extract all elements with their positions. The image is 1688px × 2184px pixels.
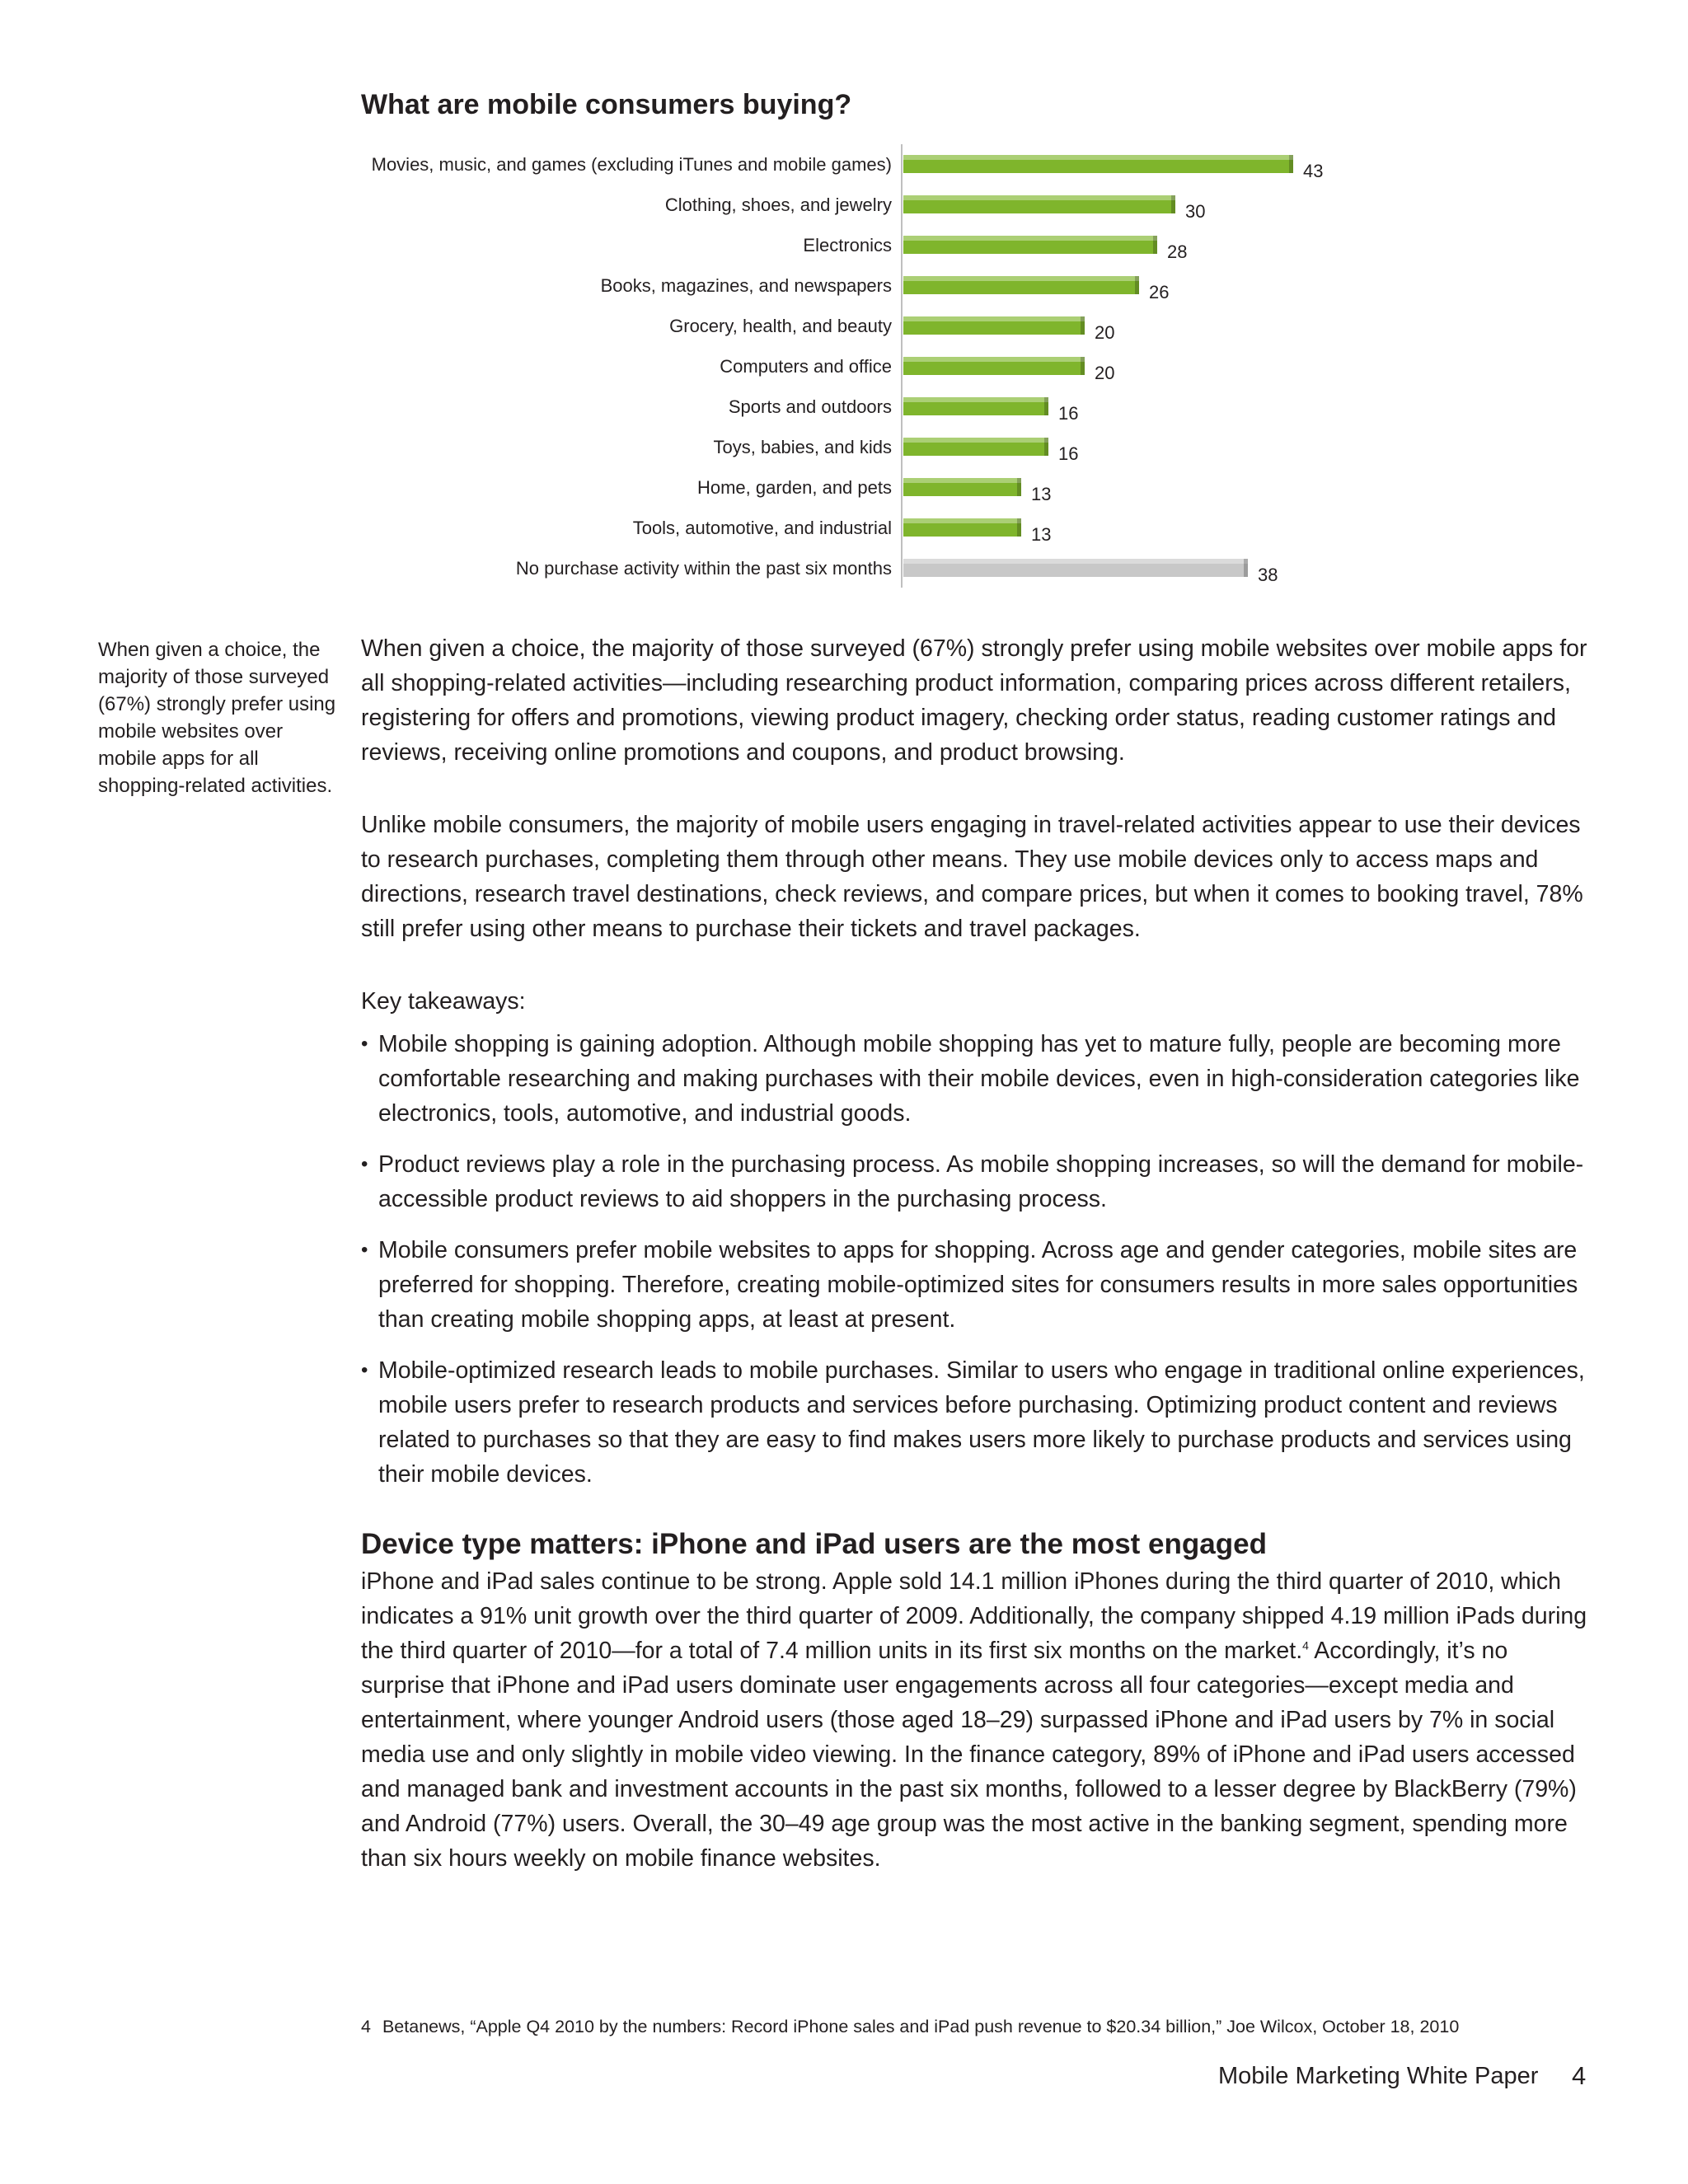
chart-bar-edge	[1171, 195, 1175, 213]
chart-value-label: 30	[1185, 201, 1206, 222]
chart-bar-edge	[1289, 155, 1293, 173]
footnote	[361, 2017, 1459, 2037]
section-heading: Device type matters: iPhone and iPad users are the most engaged	[361, 1528, 1267, 1560]
chart-bar-highlight	[903, 559, 1248, 564]
chart-category-label: Books, magazines, and newspapers	[600, 275, 892, 296]
chart-bar-highlight	[903, 316, 1085, 321]
chart-value-label: 16	[1058, 403, 1079, 424]
chart-bar-edge	[1135, 276, 1139, 294]
chart-bar-edge	[1044, 397, 1048, 415]
chart-value-label: 13	[1031, 484, 1052, 504]
bar-chart	[0, 0, 1688, 602]
footnote-text: Betanews, “Apple Q4 2010 by the numbers: Record iPhone sales and iPad push revenue to $20.34 billion,” Joe Wilcox, October 18, 2010	[382, 2017, 1460, 2036]
chart-category-label: Movies, music, and games (excluding iTunes and mobile games)	[371, 154, 892, 175]
chart-category-label: Tools, automotive, and industrial	[632, 518, 892, 538]
chart-bar-highlight	[903, 397, 1048, 402]
chart-bar-highlight	[903, 195, 1175, 200]
footnote-number: 4	[361, 2017, 371, 2036]
device-text-b: Accordingly, it’s no surprise that iPhone and iPad users dominate user engagements across all four categories—except media and entertainment, where younger Android users (those aged 18–29) surpassed iPhone and iPad users by 7% in social media use and only slightly in mobile video viewing. In the finance category, 89% of iPhone and iPad users accessed and managed bank and investment accounts in the past six months, followed to a lesser degree by BlackBerry (79%) and Android (77%) users. Overall, the 30–49 age group was the most active in the banking segment, spending more than six hours weekly on mobile finance websites.	[361, 1638, 1577, 1872]
chart-bar-edge	[1017, 518, 1021, 537]
chart-value-label: 38	[1258, 565, 1278, 585]
chart-bar-highlight	[903, 155, 1293, 160]
takeaway-text: Mobile-optimized research leads to mobile purchases. Similar to users who engage in traditional online experiences, mobile users prefer to research products and services before purchasing. Optimizing product content and reviews related to purchases so that they are easy to find makes users more likely to purchase products and services using their mobile devices.	[378, 1357, 1585, 1488]
takeaway-item	[361, 1353, 1589, 1492]
device-text-a: iPhone and iPad sales continue to be strong. Apple sold 14.1 million iPhones during the third quarter of 2010, which indicates a 91% unit growth over the third quarter of 2009. Additionally, the company shipped 4.19 million iPads during the third quarter of 2010—for a total of 7.4 million units in its first six months on the market.	[361, 1568, 1587, 1664]
key-takeaways-list	[361, 1027, 1589, 1492]
chart-category-label: Computers and office	[720, 356, 892, 377]
chart-category-label: Sports and outdoors	[728, 396, 892, 417]
chart-value-label: 13	[1031, 524, 1052, 545]
chart-category-label: No purchase activity within the past six months	[515, 558, 892, 579]
chart-value-label: 16	[1058, 443, 1079, 464]
footnote-reference[interactable]: 4	[1302, 1638, 1309, 1652]
key-takeaways-label: Key takeaways:	[361, 988, 526, 1015]
chart-value-label: 20	[1095, 322, 1115, 343]
footer-title: Mobile Marketing White Paper	[1218, 2063, 1539, 2089]
chart-value-label: 28	[1167, 241, 1188, 262]
takeaway-item	[361, 1027, 1589, 1131]
chart-value-label: 20	[1095, 363, 1115, 383]
chart-category-label: Grocery, health, and beauty	[669, 316, 892, 336]
bullet: •	[361, 1239, 368, 1261]
chart-category-label: Home, garden, and pets	[696, 477, 892, 498]
chart-bar-edge	[1153, 236, 1157, 254]
bullet: •	[361, 1033, 368, 1055]
paragraph-device-type	[361, 1564, 1589, 1876]
main-content	[361, 631, 1589, 1876]
chart-bar-highlight	[903, 276, 1139, 281]
takeaway-text: Product reviews play a role in the purchasing process. As mobile shopping increases, so will the demand for mobile-accessible product reviews to aid shoppers in the purchasing process.	[378, 1151, 1584, 1212]
page-number: 4	[1572, 2061, 1587, 2090]
chart-bar-highlight	[903, 357, 1085, 362]
chart-bar-edge	[1081, 316, 1085, 335]
chart-bar-highlight	[903, 438, 1048, 443]
chart-bar-highlight	[903, 478, 1021, 483]
chart-bar-edge	[1044, 438, 1048, 456]
chart-bar-edge	[1017, 478, 1021, 496]
takeaway-text: Mobile shopping is gaining adoption. Although mobile shopping has yet to mature fully, people are becoming more comfortable researching and making purchases with their mobile devices, even in high-consideration categories like electronics, tools, automotive, and industrial goods.	[378, 1031, 1580, 1127]
chart-bar-edge	[1081, 357, 1085, 375]
chart-bar-highlight	[903, 236, 1157, 241]
chart-category-label: Toys, babies, and kids	[713, 437, 892, 457]
chart-value-label: 26	[1149, 282, 1170, 302]
chart-bar-edge	[1244, 559, 1248, 577]
paragraph-website-preference: When given a choice, the majority of those surveyed (67%) strongly prefer using mobile websites over mobile apps for all shopping-related activities—including researching product information, comparing prices across different retailers, registering for offers and promotions, viewing product imagery, checking order status, reading customer ratings and reviews, receiving online promotions and coupons, and product browsing.	[361, 635, 1587, 766]
chart-bar-highlight	[903, 518, 1021, 523]
bullet: •	[361, 1359, 368, 1381]
chart-category-label: Clothing, shoes, and jewelry	[664, 194, 892, 215]
sidebar-pull-quote: When given a choice, the majority of those surveyed (67%) strongly prefer using mobile websites over mobile apps for all shopping-related activities.	[98, 639, 336, 797]
chart-value-label: 43	[1303, 161, 1324, 181]
chart-category-label: Electronics	[803, 235, 892, 255]
takeaway-item	[361, 1147, 1589, 1216]
takeaway-item	[361, 1233, 1589, 1337]
takeaway-text: Mobile consumers prefer mobile websites to apps for shopping. Across age and gender categories, mobile sites are preferred for shopping. Therefore, creating mobile-optimized sites for consumers results in more sales opportunities than creating mobile shopping apps, at least at present.	[378, 1237, 1578, 1333]
bullet: •	[361, 1153, 368, 1175]
paragraph-travel: Unlike mobile consumers, the majority of mobile users engaging in travel-related activities appear to use their devices to research purchases, completing them through other means. They use mobile devices only to access maps and directions, research travel destinations, check reviews, and compare prices, but when it comes to booking travel, 78% still prefer using other means to purchase their tickets and travel packages.	[361, 812, 1583, 942]
chart-title: What are mobile consumers buying?	[361, 89, 852, 120]
